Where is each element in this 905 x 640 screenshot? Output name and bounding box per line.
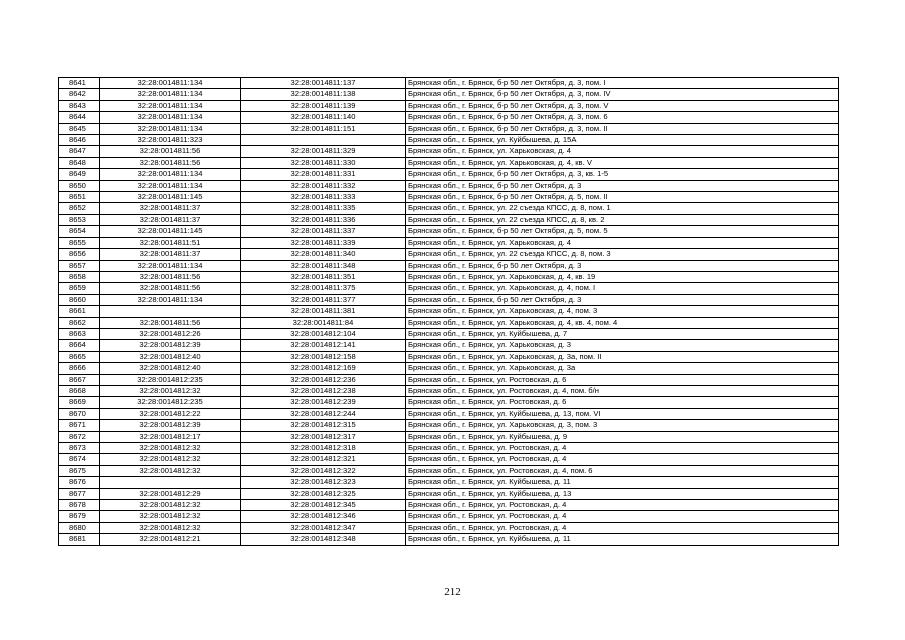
cadastral-number-cell: 32:28:0014812:141 — [241, 340, 406, 351]
cadastral-number-cell: 32:28:0014811:381 — [241, 306, 406, 317]
table-row — [59, 169, 839, 180]
row-number-cell: 8646 — [59, 135, 100, 146]
row-number-cell: 8641 — [59, 78, 100, 89]
parent-cadastral-number-cell: 32:28:0014812:29 — [100, 488, 241, 499]
table-row — [59, 260, 839, 271]
parent-cadastral-number-cell: 32:28:0014812:32 — [100, 465, 241, 476]
table-row — [59, 443, 839, 454]
table-row — [59, 306, 839, 317]
row-number-cell: 8673 — [59, 443, 100, 454]
cadastral-number-cell: 32:28:0014812:104 — [241, 328, 406, 339]
table-row — [59, 317, 839, 328]
table-row — [59, 522, 839, 533]
parent-cadastral-number-cell: 32:28:0014812:22 — [100, 408, 241, 419]
cadastral-number-cell: 32:28:0014811:339 — [241, 237, 406, 248]
row-number-cell: 8672 — [59, 431, 100, 442]
row-number-cell: 8656 — [59, 249, 100, 260]
address-cell: Брянская обл., г. Брянск, б-р 50 лет Октября, д. 3, пом. I — [406, 78, 839, 89]
row-number-cell: 8677 — [59, 488, 100, 499]
parent-cadastral-number-cell: 32:28:0014811:134 — [100, 112, 241, 123]
cadastral-number-cell: 32:28:0014812:244 — [241, 408, 406, 419]
row-number-cell: 8649 — [59, 169, 100, 180]
table-row — [59, 203, 839, 214]
table-row — [59, 249, 839, 260]
parent-cadastral-number-cell: 32:28:0014812:32 — [100, 522, 241, 533]
table-row — [59, 135, 839, 146]
cadastral-number-cell: 32:28:0014812:238 — [241, 385, 406, 396]
address-cell: Брянская обл., г. Брянск, ул. Ростовская, д. 4, пом. 6 — [406, 465, 839, 476]
parent-cadastral-number-cell: 32:28:0014812:40 — [100, 351, 241, 362]
row-number-cell: 8658 — [59, 271, 100, 282]
address-cell: Брянская обл., г. Брянск, ул. Куйбышева, д. 13, пом. VI — [406, 408, 839, 419]
address-cell: Брянская обл., г. Брянск, ул. Куйбышева, д. 7 — [406, 328, 839, 339]
parent-cadastral-number-cell: 32:28:0014811:134 — [100, 123, 241, 134]
parent-cadastral-number-cell: 32:28:0014812:32 — [100, 443, 241, 454]
address-cell: Брянская обл., г. Брянск, ул. Харьковская, д. 4 — [406, 237, 839, 248]
address-cell: Брянская обл., г. Брянск, ул. Ростовская, д. 4, пом. б/н — [406, 385, 839, 396]
cadastral-number-cell: 32:28:0014812:239 — [241, 397, 406, 408]
parent-cadastral-number-cell: 32:28:0014812:21 — [100, 534, 241, 545]
cadastral-number-cell: 32:28:0014811:151 — [241, 123, 406, 134]
cadastral-number-cell: 32:28:0014811:340 — [241, 249, 406, 260]
cadastral-number-cell: 32:28:0014812:348 — [241, 534, 406, 545]
table-row — [59, 420, 839, 431]
address-cell: Брянская обл., г. Брянск, ул. Ростовская, д. 6 — [406, 374, 839, 385]
parent-cadastral-number-cell: 32:28:0014811:37 — [100, 249, 241, 260]
address-cell: Брянская обл., г. Брянск, б-р 50 лет Октября, д. 3, кв. 1-5 — [406, 169, 839, 180]
cadastral-number-cell: 32:28:0014812:169 — [241, 363, 406, 374]
parent-cadastral-number-cell: 32:28:0014811:134 — [100, 100, 241, 111]
row-number-cell: 8680 — [59, 522, 100, 533]
cadastral-number-cell: 32:28:0014811:140 — [241, 112, 406, 123]
table-row — [59, 78, 839, 89]
cadastral-number-cell: 32:28:0014811:333 — [241, 192, 406, 203]
address-cell: Брянская обл., г. Брянск, ул. Куйбышева, д. 9 — [406, 431, 839, 442]
row-number-cell: 8659 — [59, 283, 100, 294]
address-cell: Брянская обл., г. Брянск, б-р 50 лет Октября, д. 3 — [406, 260, 839, 271]
address-cell: Брянская обл., г. Брянск, б-р 50 лет Октября, д. 3 — [406, 294, 839, 305]
cadastral-number-cell: 32:28:0014812:321 — [241, 454, 406, 465]
address-cell: Брянская обл., г. Брянск, ул. Куйбышева, д. 11 — [406, 477, 839, 488]
parent-cadastral-number-cell: 32:28:0014811:134 — [100, 260, 241, 271]
cadastral-number-cell: 32:28:0014811:336 — [241, 214, 406, 225]
address-cell: Брянская обл., г. Брянск, ул. Харьковская, д. 4, кв. 4, пом. 4 — [406, 317, 839, 328]
address-cell: Брянская обл., г. Брянск, ул. Харьковская, д. 3, пом. 3 — [406, 420, 839, 431]
table-row — [59, 511, 839, 522]
cadastral-number-cell: 32:28:0014812:323 — [241, 477, 406, 488]
table-row — [59, 328, 839, 339]
table-row — [59, 397, 839, 408]
parent-cadastral-number-cell: 32:28:0014811:134 — [100, 89, 241, 100]
address-cell: Брянская обл., г. Брянск, ул. Ростовская, д. 6 — [406, 397, 839, 408]
table-row — [59, 363, 839, 374]
row-number-cell: 8642 — [59, 89, 100, 100]
parent-cadastral-number-cell: 32:28:0014812:17 — [100, 431, 241, 442]
address-cell: Брянская обл., г. Брянск, б-р 50 лет Октября, д. 3, пом. V — [406, 100, 839, 111]
row-number-cell: 8661 — [59, 306, 100, 317]
address-cell: Брянская обл., г. Брянск, ул. Куйбышева, д. 11 — [406, 534, 839, 545]
address-cell: Брянская обл., г. Брянск, ул. Харьковская, д. 3а — [406, 363, 839, 374]
cadastral-number-cell: 32:28:0014812:318 — [241, 443, 406, 454]
row-number-cell: 8678 — [59, 500, 100, 511]
cadastral-number-cell: 32:28:0014812:346 — [241, 511, 406, 522]
address-cell: Брянская обл., г. Брянск, б-р 50 лет Октября, д. 3, пом. IV — [406, 89, 839, 100]
table-row — [59, 146, 839, 157]
row-number-cell: 8650 — [59, 180, 100, 191]
table-row — [59, 534, 839, 545]
parent-cadastral-number-cell: 32:28:0014812:32 — [100, 454, 241, 465]
address-cell: Брянская обл., г. Брянск, б-р 50 лет Октября, д. 3, пом. 6 — [406, 112, 839, 123]
cadastral-number-cell: 32:28:0014811:335 — [241, 203, 406, 214]
row-number-cell: 8670 — [59, 408, 100, 419]
parent-cadastral-number-cell: 32:28:0014812:39 — [100, 420, 241, 431]
parent-cadastral-number-cell: 32:28:0014812:40 — [100, 363, 241, 374]
table-row — [59, 271, 839, 282]
table-row — [59, 340, 839, 351]
parent-cadastral-number-cell: 32:28:0014811:145 — [100, 192, 241, 203]
row-number-cell: 8644 — [59, 112, 100, 123]
cadastral-number-cell: 32:28:0014811:351 — [241, 271, 406, 282]
address-cell: Брянская обл., г. Брянск, б-р 50 лет Октября, д. 5, пом. II — [406, 192, 839, 203]
address-cell: Брянская обл., г. Брянск, ул. Ростовская, д. 4 — [406, 454, 839, 465]
row-number-cell: 8681 — [59, 534, 100, 545]
table-row — [59, 488, 839, 499]
cadastral-number-cell: 32:28:0014811:332 — [241, 180, 406, 191]
parent-cadastral-number-cell: 32:28:0014811:56 — [100, 317, 241, 328]
row-number-cell: 8679 — [59, 511, 100, 522]
address-cell: Брянская обл., г. Брянск, ул. Харьковская, д. 4 — [406, 146, 839, 157]
address-cell: Брянская обл., г. Брянск, ул. Ростовская, д. 4 — [406, 500, 839, 511]
parent-cadastral-number-cell: 32:28:0014812:235 — [100, 397, 241, 408]
parent-cadastral-number-cell: 32:28:0014811:134 — [100, 180, 241, 191]
cadastral-number-cell: 32:28:0014812:317 — [241, 431, 406, 442]
table-row — [59, 374, 839, 385]
cadastral-number-cell — [241, 135, 406, 146]
cadastral-number-cell: 32:28:0014812:158 — [241, 351, 406, 362]
cadastral-number-cell: 32:28:0014811:377 — [241, 294, 406, 305]
row-number-cell: 8667 — [59, 374, 100, 385]
row-number-cell: 8669 — [59, 397, 100, 408]
parent-cadastral-number-cell: 32:28:0014811:37 — [100, 203, 241, 214]
table-row — [59, 351, 839, 362]
row-number-cell: 8662 — [59, 317, 100, 328]
table-row — [59, 237, 839, 248]
page-number: 212 — [444, 586, 461, 598]
parent-cadastral-number-cell: 32:28:0014812:32 — [100, 385, 241, 396]
cadastral-number-cell: 32:28:0014811:84 — [241, 317, 406, 328]
address-cell: Брянская обл., г. Брянск, б-р 50 лет Октября, д. 3, пом. II — [406, 123, 839, 134]
parent-cadastral-number-cell: 32:28:0014811:51 — [100, 237, 241, 248]
parent-cadastral-number-cell — [100, 477, 241, 488]
address-cell: Брянская обл., г. Брянск, ул. Харьковская, д. 3 — [406, 340, 839, 351]
address-cell: Брянская обл., г. Брянск, ул. Харьковская, д. 3а, пом. II — [406, 351, 839, 362]
parent-cadastral-number-cell: 32:28:0014811:134 — [100, 169, 241, 180]
cadastral-number-cell: 32:28:0014811:337 — [241, 226, 406, 237]
cadastral-number-cell: 32:28:0014811:375 — [241, 283, 406, 294]
table-row — [59, 89, 839, 100]
parent-cadastral-number-cell — [100, 306, 241, 317]
row-number-cell: 8668 — [59, 385, 100, 396]
address-cell: Брянская обл., г. Брянск, ул. Харьковская, д. 4, кв. 19 — [406, 271, 839, 282]
address-cell: Брянская обл., г. Брянск, ул. 22 съезда КПСС, д. 8, пом. 1 — [406, 203, 839, 214]
parent-cadastral-number-cell: 32:28:0014811:56 — [100, 157, 241, 168]
parent-cadastral-number-cell: 32:28:0014812:26 — [100, 328, 241, 339]
row-number-cell: 8660 — [59, 294, 100, 305]
table-row — [59, 500, 839, 511]
table-row — [59, 408, 839, 419]
table-row — [59, 431, 839, 442]
parent-cadastral-number-cell: 32:28:0014812:39 — [100, 340, 241, 351]
address-cell: Брянская обл., г. Брянск, ул. Харьковская, д. 4, пом. 3 — [406, 306, 839, 317]
table-row — [59, 112, 839, 123]
cadastral-number-cell: 32:28:0014811:348 — [241, 260, 406, 271]
address-cell: Брянская обл., г. Брянск, ул. 22 съезда КПСС, д. 8, пом. 3 — [406, 249, 839, 260]
parent-cadastral-number-cell: 32:28:0014811:56 — [100, 271, 241, 282]
row-number-cell: 8676 — [59, 477, 100, 488]
cadastral-number-cell: 32:28:0014811:139 — [241, 100, 406, 111]
table-row — [59, 385, 839, 396]
parent-cadastral-number-cell: 32:28:0014812:32 — [100, 500, 241, 511]
table-row — [59, 180, 839, 191]
row-number-cell: 8674 — [59, 454, 100, 465]
row-number-cell: 8654 — [59, 226, 100, 237]
row-number-cell: 8663 — [59, 328, 100, 339]
row-number-cell: 8651 — [59, 192, 100, 203]
address-cell: Брянская обл., г. Брянск, ул. Куйбышева, д. 15А — [406, 135, 839, 146]
cadastral-number-cell: 32:28:0014812:347 — [241, 522, 406, 533]
row-number-cell: 8664 — [59, 340, 100, 351]
cadastral-number-cell: 32:28:0014812:236 — [241, 374, 406, 385]
address-cell: Брянская обл., г. Брянск, ул. Ростовская, д. 4 — [406, 522, 839, 533]
cadastral-number-cell: 32:28:0014811:137 — [241, 78, 406, 89]
parent-cadastral-number-cell: 32:28:0014811:145 — [100, 226, 241, 237]
row-number-cell: 8657 — [59, 260, 100, 271]
row-number-cell: 8652 — [59, 203, 100, 214]
table-row — [59, 454, 839, 465]
row-number-cell: 8675 — [59, 465, 100, 476]
address-cell: Брянская обл., г. Брянск, б-р 50 лет Октября, д. 3 — [406, 180, 839, 191]
parent-cadastral-number-cell: 32:28:0014811:134 — [100, 78, 241, 89]
row-number-cell: 8665 — [59, 351, 100, 362]
row-number-cell: 8655 — [59, 237, 100, 248]
table-row — [59, 283, 839, 294]
parent-cadastral-number-cell: 32:28:0014812:235 — [100, 374, 241, 385]
cadastral-number-cell: 32:28:0014811:138 — [241, 89, 406, 100]
table-row — [59, 226, 839, 237]
table-row — [59, 214, 839, 225]
table-row — [59, 192, 839, 203]
cadastral-register-table — [58, 77, 839, 546]
parent-cadastral-number-cell: 32:28:0014811:37 — [100, 214, 241, 225]
cadastral-number-cell: 32:28:0014811:329 — [241, 146, 406, 157]
table-body — [59, 78, 839, 546]
row-number-cell: 8643 — [59, 100, 100, 111]
row-number-cell: 8671 — [59, 420, 100, 431]
table-row — [59, 465, 839, 476]
table-row — [59, 123, 839, 134]
parent-cadastral-number-cell: 32:28:0014812:32 — [100, 511, 241, 522]
cadastral-number-cell: 32:28:0014811:330 — [241, 157, 406, 168]
address-cell: Брянская обл., г. Брянск, ул. Ростовская, д. 4 — [406, 511, 839, 522]
address-cell: Брянская обл., г. Брянск, ул. Харьковская, д. 4, пом. I — [406, 283, 839, 294]
cadastral-number-cell: 32:28:0014812:315 — [241, 420, 406, 431]
address-cell: Брянская обл., г. Брянск, ул. 22 съезда КПСС, д. 8, кв. 2 — [406, 214, 839, 225]
parent-cadastral-number-cell: 32:28:0014811:323 — [100, 135, 241, 146]
address-cell: Брянская обл., г. Брянск, ул. Ростовская, д. 4 — [406, 443, 839, 454]
parent-cadastral-number-cell: 32:28:0014811:134 — [100, 294, 241, 305]
cadastral-number-cell: 32:28:0014812:325 — [241, 488, 406, 499]
table-row — [59, 294, 839, 305]
row-number-cell: 8666 — [59, 363, 100, 374]
row-number-cell: 8645 — [59, 123, 100, 134]
cadastral-number-cell: 32:28:0014812:322 — [241, 465, 406, 476]
address-cell: Брянская обл., г. Брянск, ул. Куйбышева, д. 13 — [406, 488, 839, 499]
table-row — [59, 157, 839, 168]
parent-cadastral-number-cell: 32:28:0014811:56 — [100, 146, 241, 157]
table-row — [59, 100, 839, 111]
row-number-cell: 8647 — [59, 146, 100, 157]
parent-cadastral-number-cell: 32:28:0014811:56 — [100, 283, 241, 294]
table-row — [59, 477, 839, 488]
row-number-cell: 8653 — [59, 214, 100, 225]
cadastral-number-cell: 32:28:0014811:331 — [241, 169, 406, 180]
row-number-cell: 8648 — [59, 157, 100, 168]
address-cell: Брянская обл., г. Брянск, б-р 50 лет Октября, д. 5, пом. 5 — [406, 226, 839, 237]
address-cell: Брянская обл., г. Брянск, ул. Харьковская, д. 4, кв. V — [406, 157, 839, 168]
cadastral-number-cell: 32:28:0014812:345 — [241, 500, 406, 511]
